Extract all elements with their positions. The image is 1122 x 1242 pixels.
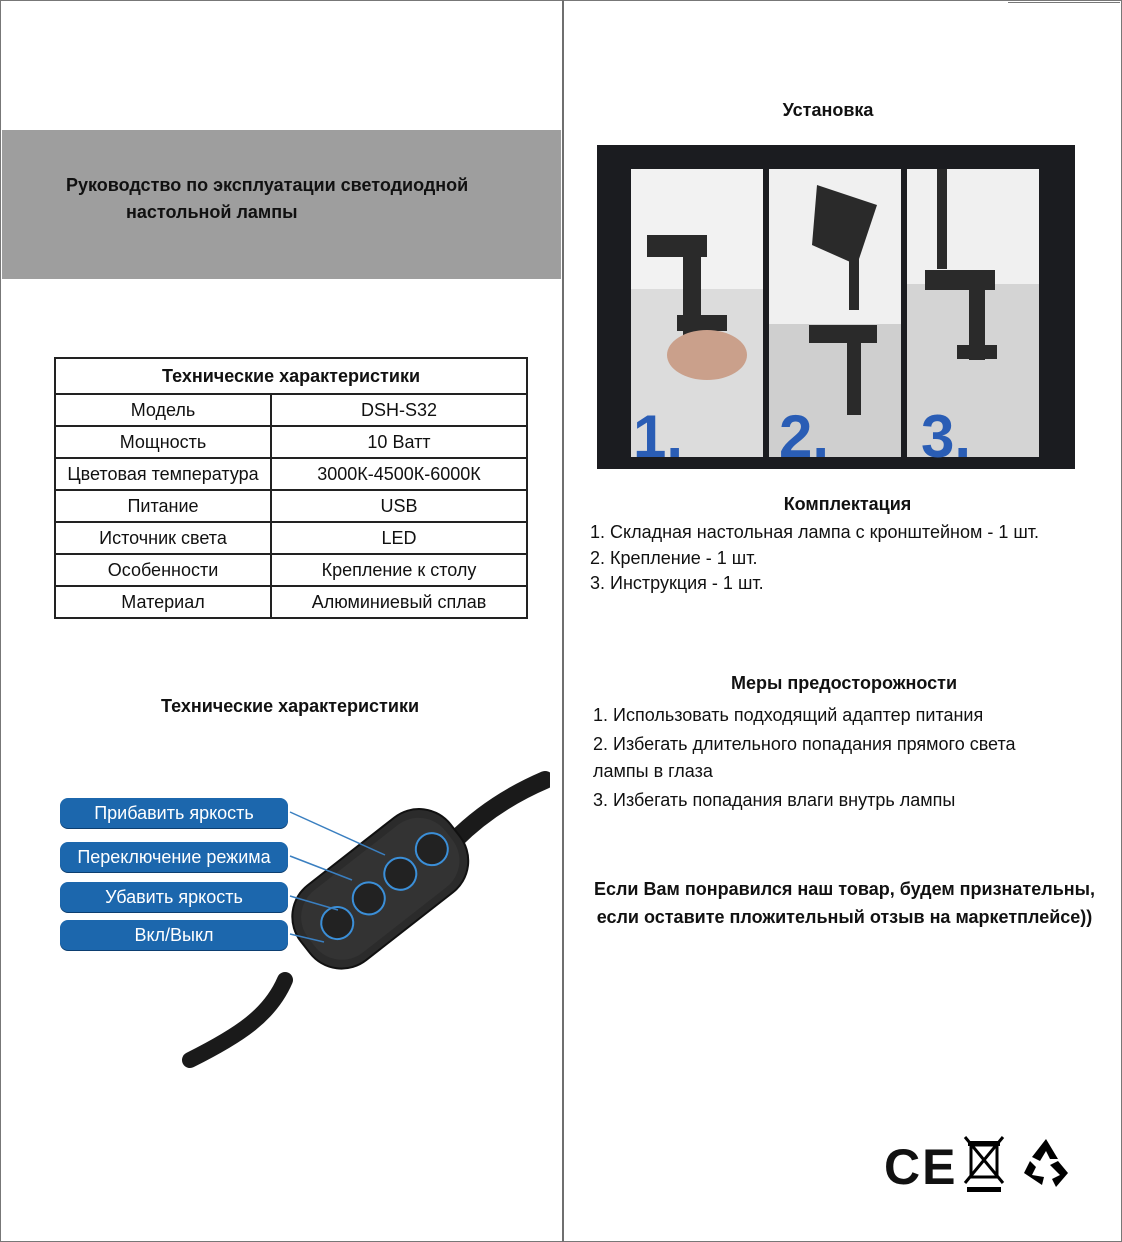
- recycle-icon: [1018, 1135, 1074, 1189]
- power-toggle-label: Вкл/Выкл: [60, 920, 288, 950]
- brightness-up-label: Прибавить яркость: [60, 798, 288, 828]
- step-number-2: 2.: [779, 403, 830, 469]
- table-row: [55, 554, 527, 586]
- table-row: [55, 426, 527, 458]
- spec-value: Алюминиевый сплав: [271, 586, 527, 618]
- spec-value: DSH-S32: [271, 394, 527, 426]
- manual-title-line2: настольной лампы: [126, 202, 298, 222]
- list-item: 3. Инструкция - 1 шт.: [590, 573, 764, 593]
- spec-value: LED: [271, 522, 527, 554]
- weee-bin-icon: [963, 1135, 1005, 1193]
- list-item: 2. Избегать длительного попадания прямого света: [593, 734, 1016, 754]
- spec-label: Источник света: [55, 522, 271, 554]
- list-item: лампы в глаза: [593, 761, 713, 781]
- controls-title: Технические характеристики: [160, 696, 420, 716]
- specs-table-title: Технические характеристики: [55, 358, 527, 394]
- spec-label: Питание: [55, 490, 271, 522]
- spec-value: USB: [271, 490, 527, 522]
- spec-label: Модель: [55, 394, 271, 426]
- list-item: 2. Крепление - 1 шт.: [590, 548, 758, 568]
- spec-value: 3000К-4500К-6000К: [271, 458, 527, 490]
- table-row: [55, 586, 527, 618]
- table-row: [55, 490, 527, 522]
- ce-mark: CE: [884, 1139, 958, 1195]
- spec-label: Материал: [55, 586, 271, 618]
- step-number-1: 1.: [633, 403, 684, 469]
- list-item: 1. Использовать подходящий адаптер питания: [593, 705, 984, 725]
- package-list: [590, 520, 1039, 596]
- installation-photo: [597, 145, 1075, 469]
- precautions-list: [593, 703, 1016, 813]
- step-number-3: 3.: [921, 403, 972, 469]
- column-divider: [562, 0, 564, 1242]
- table-row: [55, 394, 527, 426]
- spec-label: Мощность: [55, 426, 271, 458]
- table-row: [55, 458, 527, 490]
- spec-label: Цветовая температура: [55, 458, 271, 490]
- specs-table: [54, 357, 528, 619]
- spec-label: Особенности: [55, 554, 271, 586]
- mode-switch-label: Переключение режима: [60, 842, 288, 872]
- thanks-line1: Если Вам понравился наш товар, будем признательны,: [593, 879, 1096, 899]
- precautions-title: Меры предосторожности: [730, 673, 958, 693]
- table-row: [55, 522, 527, 554]
- list-item: 3. Избегать попадания влаги внутрь лампы: [593, 790, 956, 810]
- installation-title: Установка: [782, 100, 874, 120]
- manual-title: [66, 172, 536, 226]
- spec-value: 10 Ватт: [271, 426, 527, 458]
- spec-value: Крепление к столу: [271, 554, 527, 586]
- brightness-down-label: Убавить яркость: [60, 882, 288, 912]
- manual-title-line1: Руководство по эксплуатации светодиодной: [66, 175, 469, 195]
- top-edge-line: [1008, 2, 1120, 3]
- thanks-line2: если оставите пложительный отзыв на маркетплейсе)): [596, 907, 1093, 927]
- package-title: Комплектация: [783, 494, 912, 514]
- list-item: 1. Складная настольная лампа с кронштейном - 1 шт.: [590, 522, 1040, 542]
- thanks-message: [572, 875, 1117, 931]
